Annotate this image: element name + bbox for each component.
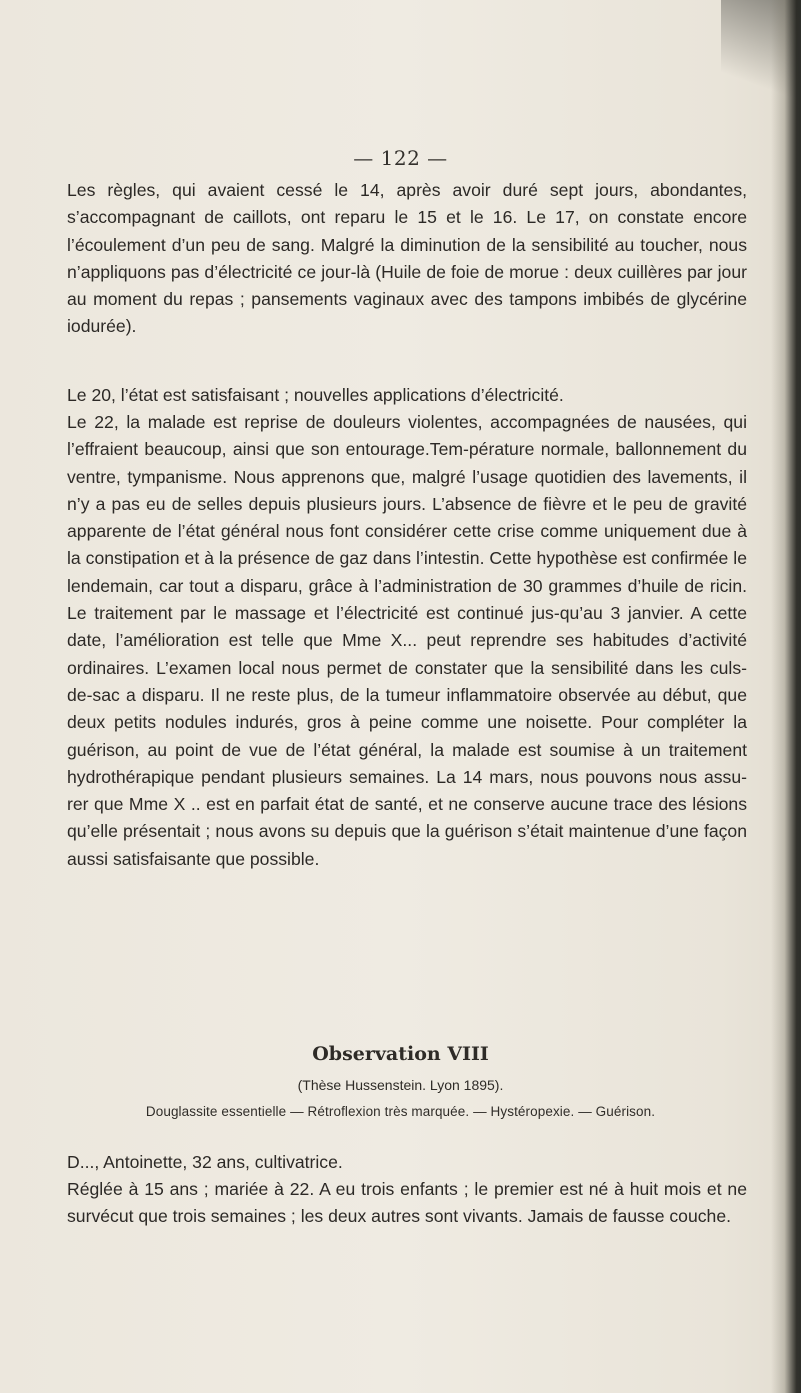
paragraph-day-22: Le 22, la malade est reprise de douleurs violentes, accompagnées de nausées, qui l’effraient beaucoup, ainsi que son entourage.Tem-pérature normale, ballonnement du ventre, tympanisme. Nous apprenons que, malgré l’usage quotidien des lavements, il n’y a pas eu de selles depuis plusieurs jours. L’absence de fièvre et le peu de gravité apparente de l’état général nous font considérer cette crise comme uniquement due à la constipation et à la présence de gaz dans l’intestin. Cette hypothèse est confirmée le lendemain, car tout a disparu, grâce à l’administration de 30 grammes d’huile de ricin. Le traitement par le massage et l’électricité est continué jus-qu’au 3 janvier. A cette date, l’amélioration est telle que Mme X... peut reprendre ses habitudes d’activité ordinaires. L’examen local nous permet de constater que la sensibilité dans les culs-de-sac a disparu. Il ne reste plus, de la tumeur inflammatoire observée au début, que deux petits nodules indurés, gros à peine comme une noisette. Pour compléter la guérison, au point de vue de l’état général, la malade est soumise à un traitement hydrothérapique pendant plusieurs semaines. La 14 mars, nous pouvons nous assu-rer que Mme X .. est en parfait état de santé, et ne conserve aucune trace des lésions qu’elle présentait ; nous avons su depuis que la guérison s’était maintenue d’une façon aussi satisfaisante que possible. — [67, 412, 747, 869]
observation-title: Observation VIII — [312, 1043, 489, 1065]
observation-history: Réglée à 15 ans ; mariée à 22. A eu trois enfants ; le premier est né à huit mois et ne survécut que trois semaines ; les deux autres sont vivants. Jamais de fausse couche. — [67, 1179, 747, 1227]
paragraph-day-20: Le 20, l’état est satisfaisant ; nouvelles applications d’électricité. — [67, 385, 564, 405]
page-number: — 122 — — [353, 146, 448, 170]
observation-patient: D..., Antoinette, 32 ans, cultivatrice. — [67, 1152, 343, 1172]
observation-diagnosis: Douglassite essentielle — Rétroflexion très marquée. — Hystéropexie. — Guérison. — [145, 1104, 656, 1119]
page-edge-shadow — [771, 0, 801, 1393]
observation-source: (Thèse Hussenstein. Lyon 1895). — [297, 1077, 504, 1093]
paragraph-menses: Les règles, qui avaient cessé le 14, après avoir duré sept jours, abondantes, s’accompagnant de caillots, ont reparu le 15 et le 16. Le 17, on constate encore l’écoulement d’un peu de sang. Malgré la diminution de la sensibilité au toucher, nous n’appliquons pas d’électricité ce jour-là (Huile de foie de morue : deux cuillères par jour au moment du repas ; pansements vaginaux avec des tampons imbibés de glycérine iodurée). — [67, 180, 747, 337]
